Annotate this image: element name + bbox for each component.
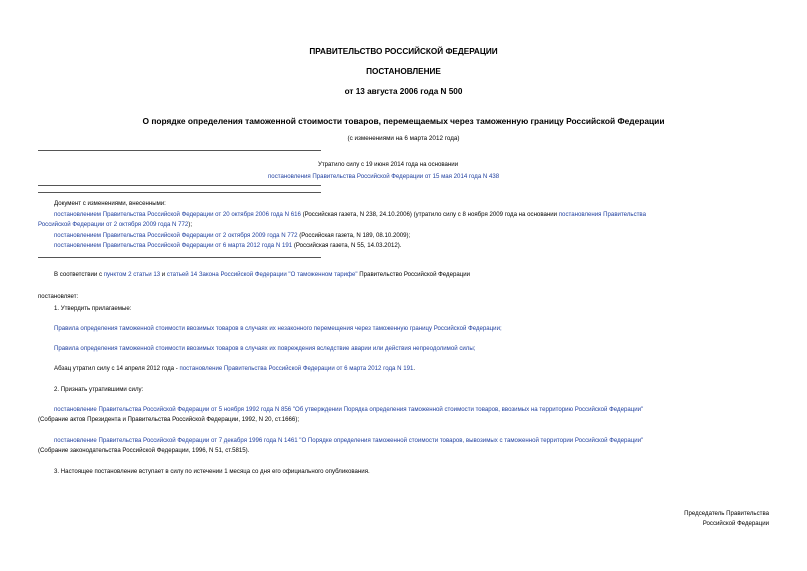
amendments-intro: Документ с изменениями, внесенными: [54, 200, 166, 207]
document-type: ПОСТАНОВЛЕНИЕ [366, 67, 441, 76]
divider [38, 185, 321, 186]
invalidated-link-1[interactable]: постановление Правительства Российской Федерации от 5 ноября 1992 года N 856 "Об утверждении Порядка определения таможенной стоимости товаров, ввозимых на территорию Российской Федерации" [54, 406, 644, 413]
paragraph-3: 3. Настоящее постановление вступает в силу по истечении 1 месяца со дня его официального опубликования. [54, 468, 370, 475]
document-date-number: от 13 августа 2006 года N 500 [344, 87, 463, 96]
expired-paragraph: Абзац утратил силу с 14 апреля 2012 года - постановление Правительства Российской Федерации от 6 марта 2012 года N 191. [54, 365, 416, 372]
paragraph-1: 1. Утвердить прилагаемые: [54, 305, 132, 312]
preamble-link-article14[interactable]: статьей 14 Закона Российской Федерации "О таможенном тарифе" [166, 271, 358, 278]
invalidated-source-1: (Собрание актов Президента и Правительства Российской Федерации, 1992, N 20, ст.1666); [38, 416, 300, 423]
amendment-link-1[interactable]: постановлением Правительства Российской Федерации от 20 октября 2006 года N 616 [54, 211, 301, 218]
government-heading: ПРАВИТЕЛЬСТВО РОССИЙСКОЙ ФЕДЕРАЦИИ [309, 47, 498, 56]
rules-link-damage[interactable]: Правила определения таможенной стоимости ввозимых товаров в случаях их повреждения вследствие аварии или действия непреодолимой силы; [54, 345, 476, 352]
expired-notice-link[interactable]: постановления Правительства Российской Федерации от 15 мая 2014 года N 438 [268, 173, 500, 180]
amendment-link-1c[interactable]: Российской Федерации от 2 октября 2009 года N 772 [38, 221, 189, 228]
paragraph-2: 2. Признать утратившими силу: [54, 386, 144, 393]
signature-org: Российской Федерации [702, 520, 769, 527]
signature-title: Председатель Правительства [684, 510, 769, 517]
amendment-item-1: постановлением Правительства Российской Федерации от 20 октября 2006 года N 616 (Российская газета, N 238, 24.10.2006) (утратило силу с 8 ноября 2009 года на основании постановления Правительства [54, 211, 646, 218]
divider [38, 257, 321, 258]
expired-notice: Утратило силу с 19 июня 2014 года на основании [318, 161, 459, 168]
invalidated-source-2: (Собрание законодательства Российской Федерации, 1996, N 51, ст.5815). [38, 447, 250, 454]
rules-link-illegal[interactable]: Правила определения таможенной стоимости ввозимых товаров в случаях их незаконного перемещения через таможенную границу Российской Федерации; [54, 325, 502, 332]
amendment-item-3: постановлением Правительства Российской Федерации от 6 марта 2012 года N 191 (Российская газета, N 55, 14.03.2012). [54, 242, 402, 249]
amendment-item-1-cont: Российской Федерации от 2 октября 2009 года N 772); [38, 221, 193, 228]
preamble: В соответствии с пунктом 2 статьи 13 и статьей 14 Закона Российской Федерации "О таможенном тарифе" Правительство Российской Федерации [54, 271, 471, 278]
divider [38, 192, 321, 193]
amendment-link-1b[interactable]: постановления Правительства [558, 211, 646, 218]
decides-label: постановляет: [38, 293, 79, 300]
document-title: О порядке определения таможенной стоимости товаров, перемещаемых через таможенную границу Российской Федерации [142, 116, 665, 126]
amendment-link-3[interactable]: постановлением Правительства Российской Федерации от 6 марта 2012 года N 191 [54, 242, 293, 249]
changes-note: (с изменениями на 6 марта 2012 года) [347, 135, 460, 142]
divider [38, 150, 321, 151]
invalidated-link-2[interactable]: постановление Правительства Российской Федерации от 7 декабря 1996 года N 1461 "О Порядке определения таможенной стоимости товаров, вывозимых с таможенной территории Российской Федерации" [54, 437, 644, 444]
expired-paragraph-link[interactable]: постановление Правительства Российской Федерации от 6 марта 2012 года N 191 [179, 365, 414, 372]
amendment-link-2[interactable]: постановлением Правительства Российской Федерации от 2 октября 2009 года N 772 [54, 232, 298, 239]
amendment-item-2: постановлением Правительства Российской Федерации от 2 октября 2009 года N 772 (Российская газета, N 189, 08.10.2009); [54, 232, 411, 239]
preamble-link-article13[interactable]: пунктом 2 статьи 13 [103, 271, 161, 278]
